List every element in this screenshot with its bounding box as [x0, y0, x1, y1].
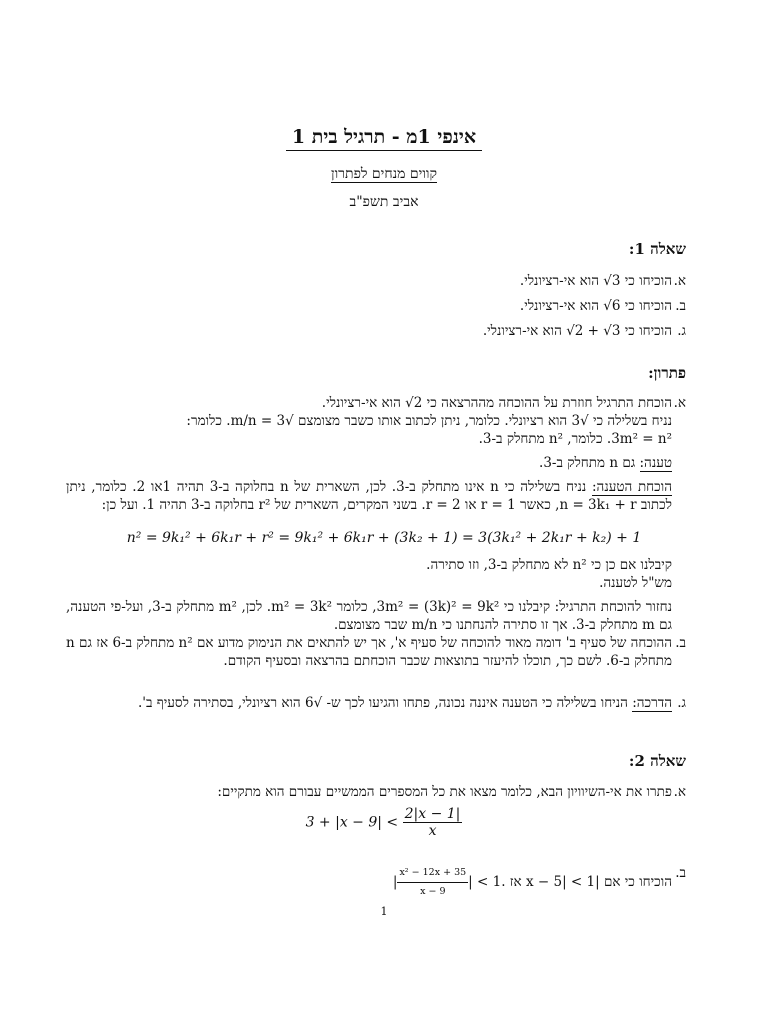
item-label: ב. — [675, 635, 686, 651]
math-expression: √2 + √3 — [566, 323, 621, 339]
display-inequality: 3 + |x − 9| < $\frac{2|x - 1|}{x}$ — [305, 806, 461, 839]
math-expression: √3 — [603, 273, 621, 289]
item-label: ב. — [675, 865, 686, 881]
solution-item-a — [66, 394, 686, 514]
solution-line: 3m² = n². כלומר, n² מתחלק ב-3. — [478, 431, 672, 447]
item-label: ב. — [675, 298, 686, 314]
semester-label: אביב תשפ"ב — [349, 194, 419, 210]
q2-item-a: א. פתרו את אי-השיוויון הבא, כלומר מצאו את כל המספרים הממשיים עבורם הוא מתקיים: — [217, 784, 686, 800]
math-expression: | $\frac{\text{x² − 12x + 35}}{x - 9}$ | < 1. — [393, 864, 506, 901]
q1-item-a: א. הוכיחו כי √3 הוא אי-רציונלי. — [519, 273, 686, 289]
item-label: א. — [673, 395, 686, 411]
solution-paragraph: נחזור להוכחת התרגיל: קיבלנו כי 3m² = (3k)² = 9k², כלומר m² = 3k². לכן, m² מתחלק ב-3, ועל-פי הטענה, גם m מתחלק ב-3. אך זו סתירה להנחתנו כי m/n שבר מצומצם. — [66, 599, 672, 633]
display-equation: n² = 9k₁² + 6k₁r + r² = 9k₁² + 6k₁r + (3k₂ + 1) = 3(3k₁² + 2k₁r + k₂) + 1 — [126, 530, 642, 546]
fraction: $\frac{\text{x² − 12x + 35}}{x - 9}$ — [397, 864, 468, 901]
math-expression: √6 — [603, 298, 621, 314]
claim-label: טענה: — [639, 455, 672, 471]
claim-line: טענה: גם n מתחלק ב-3. — [539, 455, 672, 471]
item-label: א. — [673, 784, 686, 800]
q1-item-c: ג. הוכיחו כי √2 + √3 הוא אי-רציונלי. — [482, 323, 686, 339]
solution-paragraph: ההוכחה של סעיף ב' דומה מאוד להוכחה של סעיף א', אך יש להתאים את הנימוק מדוע אם n² מתחלק ב-6 אז גם n מתחלק ב-6. לשם כך, תוכלו להיעזר בתוצאות שכבר הוכחתם בהרצאה ובסעיף הקודם. — [66, 635, 673, 669]
document-subtitle: קווים מנחים לפתרון — [331, 166, 437, 182]
solution-heading: פתרון: — [648, 364, 686, 382]
hint-label: הדרכה: — [632, 695, 672, 711]
solution-item-b — [66, 634, 686, 670]
item-label: א. — [673, 273, 686, 289]
fraction: $\frac{2|x - 1|}{x}$ — [404, 806, 461, 839]
item-label: ג. — [677, 323, 686, 339]
proof-label: הוכחת הטענה: — [592, 479, 672, 495]
q1-item-b: ב. הוכיחו כי √6 הוא אי-רציונלי. — [519, 298, 686, 314]
solution-line: קיבלנו אם כן כי n² לא מתחלק ב-3, וזו סתירה. — [426, 557, 672, 573]
q2-item-b: ב. הוכיחו כי אם |x − 5| < 1 אז | $\frac{\text{x² − 12x + 35}}{x - 9}$ | < 1. — [66, 864, 686, 901]
solution-item-a-cont — [66, 556, 686, 634]
solution-line: מש"ל לטענה. — [599, 575, 672, 591]
solution-item-c: ג. הדרכה: הניחו בשלילה כי הטענה איננה נכונה, פתחו והגיעו לכך ש- √6 הוא רציונלי, בסתירה לסעיף ב'. — [137, 695, 686, 711]
question-1-heading: שאלה 1: — [628, 240, 686, 258]
solution-line: הוכחת התרגיל חוזרת על ההוכחה מההרצאה כי √2 הוא אי-רציונלי. — [321, 395, 672, 411]
item-label: ג. — [677, 695, 686, 711]
solution-line: נניח בשלילה כי √3 הוא רציונלי. כלומר, ניתן לכתוב אותו כשבר מצומצם √3 = m/n. כלומר: — [186, 413, 672, 429]
question-2-heading: שאלה 2: — [628, 752, 686, 770]
page-number: 1 — [380, 905, 388, 918]
document-title: אינפי 1מ - תרגיל בית 1 — [0, 126, 768, 149]
proof-paragraph: הוכחת הטענה: נניח בשלילה כי n אינו מתחלק ב-3. לכן, השארית של n בחלוקה ב-3 תהיה 1או 2. כלומר, ניתן לכתוב n = 3k₁ + r, כאשר r = 1 או r = 2. בשני המקרים, השארית של r² בחלוקה ב-3 תהיה 1. ועל כן: — [66, 479, 672, 513]
